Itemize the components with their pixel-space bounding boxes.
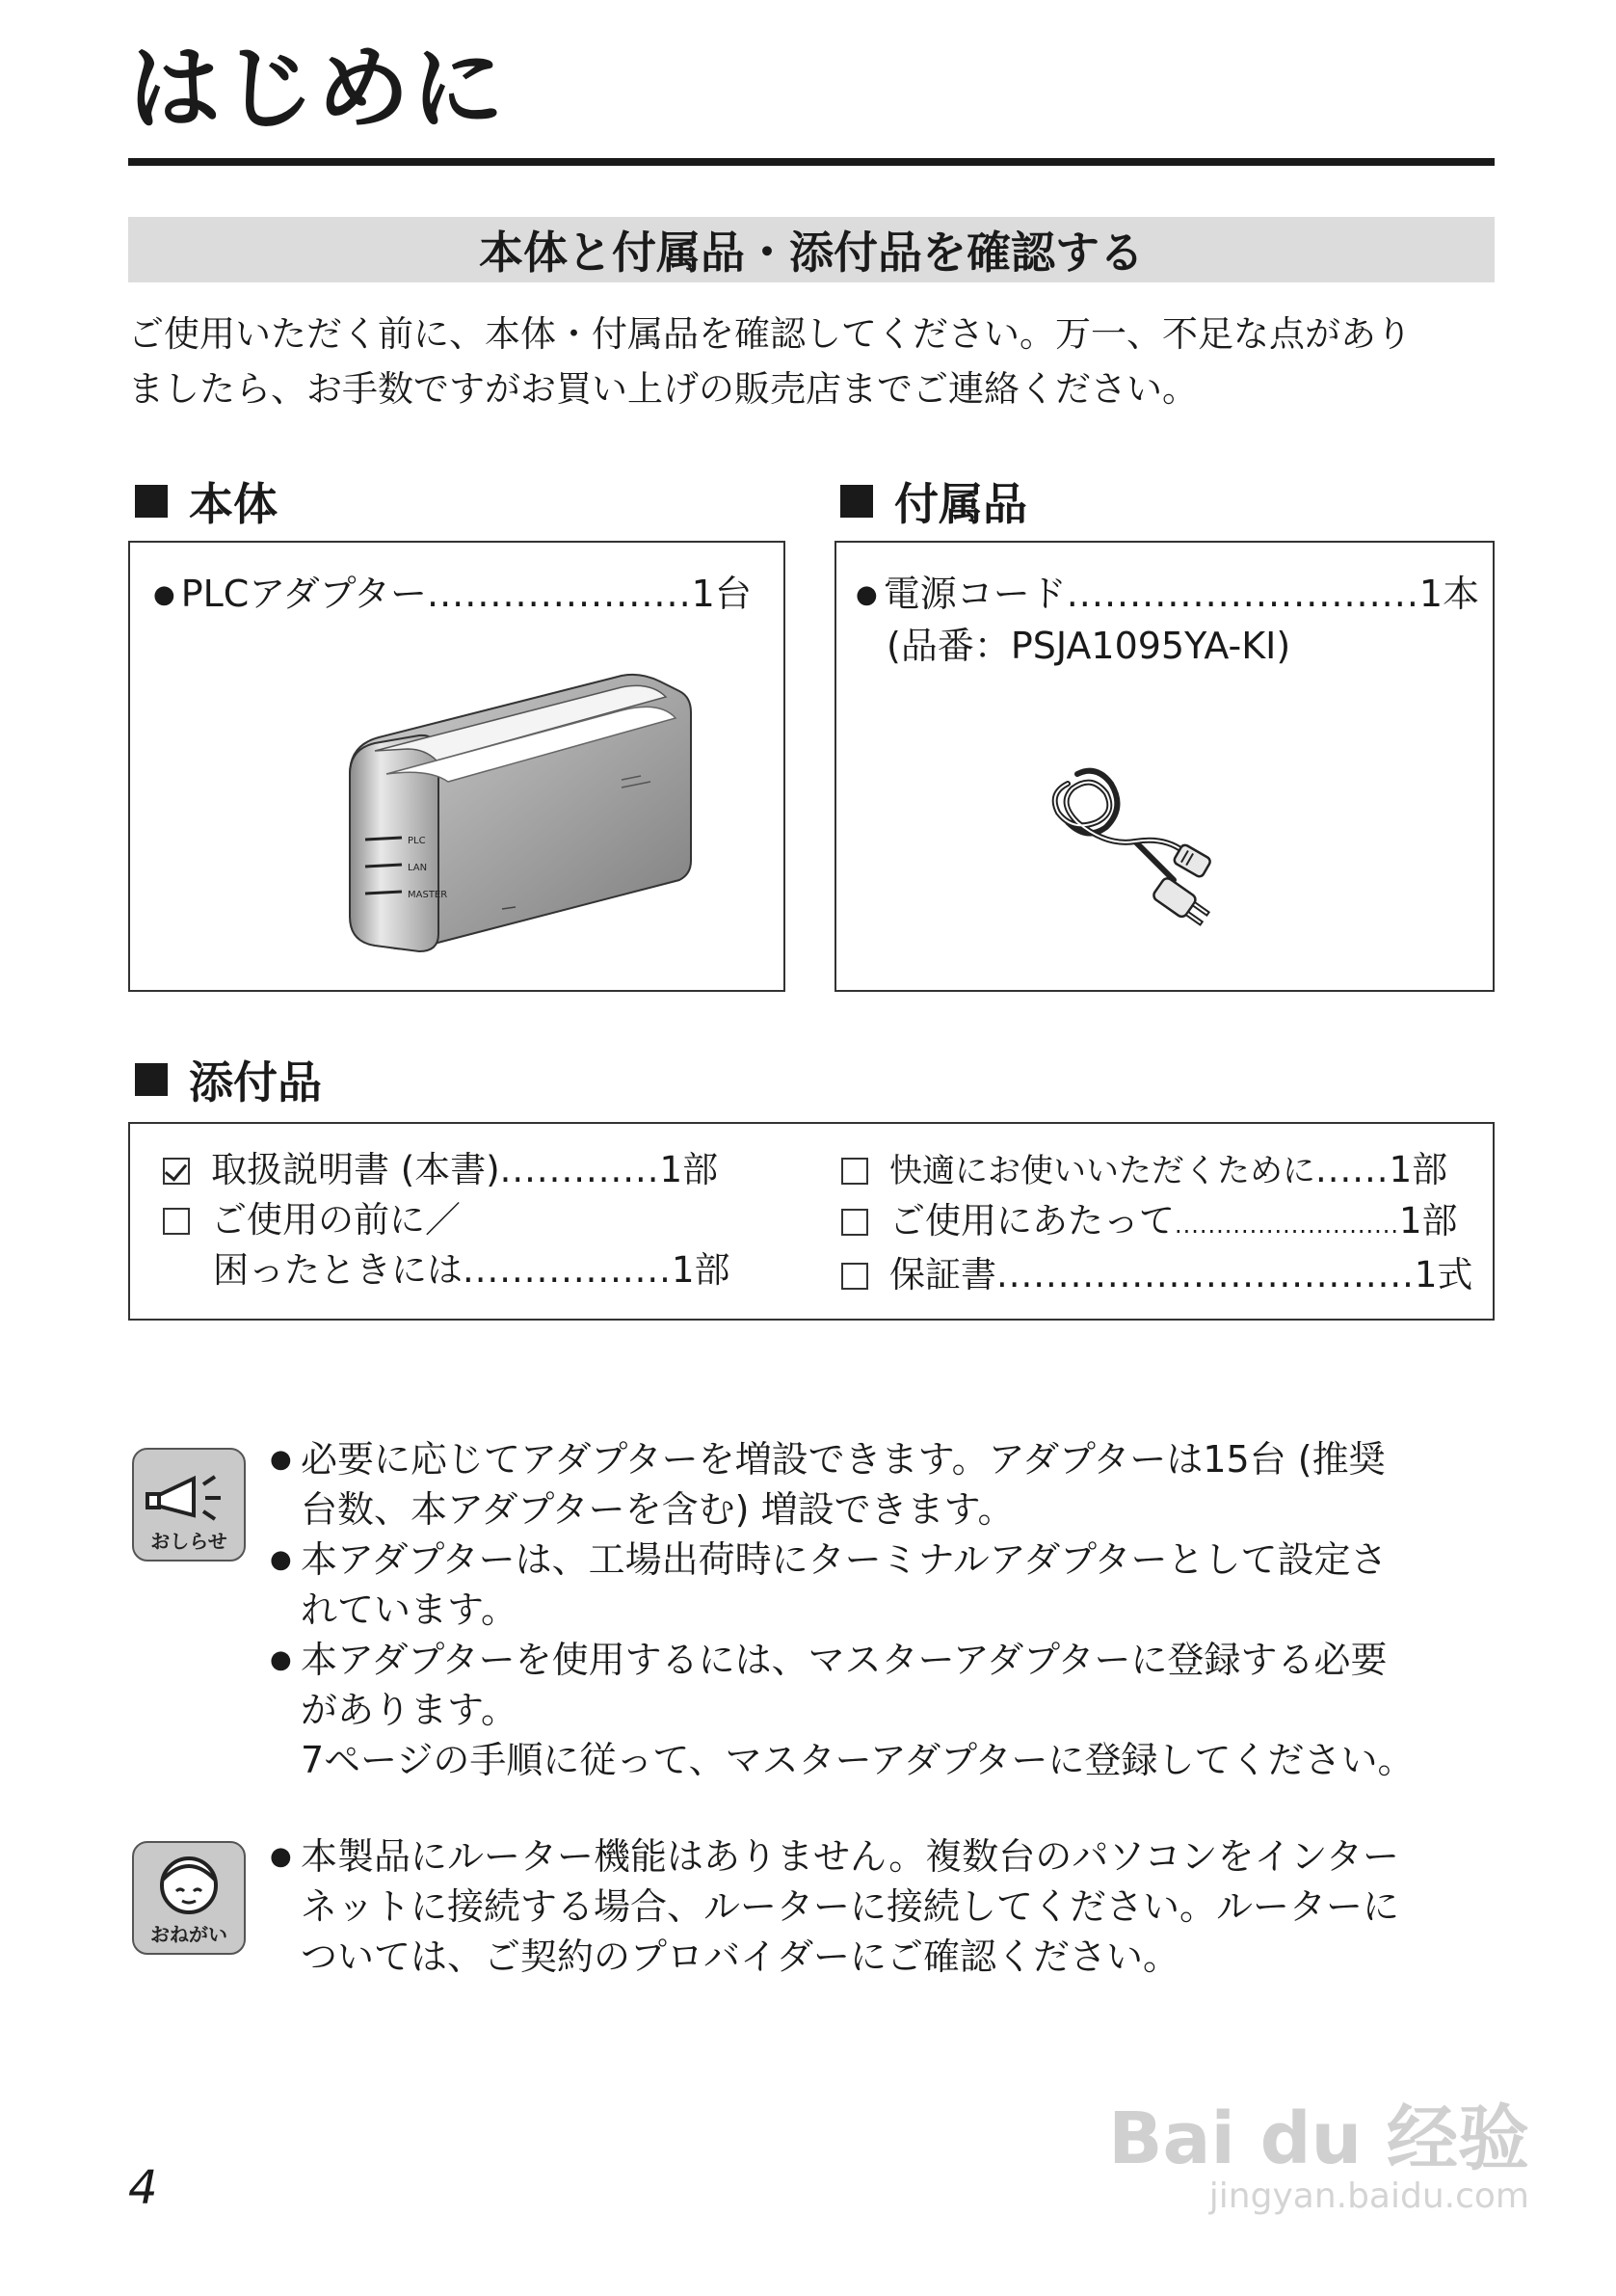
enclosure-item-name: 困ったときには — [213, 1249, 463, 1291]
main-unit-heading-text: 本体 — [189, 478, 278, 530]
bullet-icon: ● — [856, 580, 878, 609]
enclosure-item-name: ご使用にあたって — [889, 1200, 1175, 1241]
enclosure-item-name: 保証書 — [889, 1254, 996, 1295]
accessories-heading — [840, 469, 1027, 533]
enclosure-item-name: ご使用の前に／ — [211, 1199, 461, 1241]
notice-badge — [132, 1448, 246, 1562]
request-line: ● 本製品にルーター機能はありません。複数台のパソコンをインター — [301, 1835, 1400, 1878]
accessories-box — [834, 541, 1495, 992]
notice-line: 7ページの手順に従って、マスターアダプターに登録してください。 — [301, 1739, 1415, 1781]
request-line: ついては、ご契約のプロバイダーにご確認ください。 — [301, 1936, 1180, 1978]
leader-dots: ............. — [499, 1149, 660, 1190]
checkbox-icon — [163, 1208, 190, 1235]
leader-dots: ..................... — [427, 573, 692, 615]
watermark-logo: Bai du 经验 — [1108, 2097, 1529, 2180]
square-bullet-icon — [840, 485, 873, 518]
section-heading-text: 本体と付属品・添付品を確認する — [479, 227, 1144, 279]
square-bullet-icon — [135, 485, 168, 518]
notice-item — [270, 1434, 1513, 1535]
device-label-master: MASTER — [408, 890, 448, 900]
intro-line: ましたら、お手数ですがお買い上げの販売店までご連絡ください。 — [128, 368, 1198, 410]
enclosure-item — [163, 1145, 730, 1195]
notice-line: ● 必要に応じてアダプターを増設できます。アダプターは15台 (推奨 — [301, 1438, 1386, 1481]
enclosure-item-qty: 1部 — [671, 1249, 730, 1291]
notice-line: ● 本アダプターは、工場出荷時にターミナルアダプターとして設定さ — [301, 1538, 1388, 1581]
leader-dots: .................................. — [996, 1254, 1415, 1295]
power-cord-illustration — [1039, 755, 1260, 928]
enclosure-item — [841, 1145, 1472, 1196]
section-heading — [128, 217, 1495, 282]
notice-list — [270, 1434, 1513, 1785]
accessory-item-qty: 1本 — [1418, 573, 1480, 615]
main-unit-item — [153, 568, 752, 621]
megaphone-icon — [134, 1450, 244, 1536]
page-title: はじめに — [128, 35, 506, 143]
device-label-plc: PLC — [408, 836, 426, 846]
checkbox-icon — [841, 1209, 868, 1236]
square-bullet-icon — [135, 1063, 168, 1096]
watermark-url: jingyan.baidu.com — [1208, 2176, 1529, 2216]
main-unit-heading — [135, 469, 278, 533]
enclosure-item — [841, 1250, 1472, 1300]
request-list — [270, 1831, 1513, 1982]
leader-dots: ................. — [463, 1249, 672, 1291]
request-item — [270, 1831, 1513, 1982]
notice-line: れています。 — [301, 1589, 517, 1631]
accessories-heading-text: 付属品 — [894, 478, 1027, 530]
enclosure-item-qty: 1式 — [1414, 1254, 1473, 1295]
checked-box-icon — [163, 1158, 190, 1185]
leader-dots: ............................ — [1066, 573, 1419, 615]
bowing-person-icon — [134, 1843, 244, 1930]
enclosures-left-column — [163, 1145, 730, 1295]
notice-line: ● 本アダプターを使用するには、マスターアダプターに登録する必要 — [301, 1639, 1388, 1681]
notice-item — [270, 1535, 1513, 1635]
enclosure-item — [163, 1195, 730, 1245]
request-line: ネットに接続する場合、ルーターに接続してください。ルーターに — [301, 1885, 1400, 1928]
enclosures-box — [128, 1122, 1495, 1321]
enclosure-item-name: 取扱説明書 (本書) — [211, 1149, 500, 1190]
checkbox-icon — [841, 1158, 868, 1185]
device-label-lan: LAN — [408, 863, 428, 873]
enclosure-item — [841, 1196, 1472, 1250]
request-badge-label: おねがい — [150, 1923, 227, 1946]
enclosure-item-qty: 1部 — [1389, 1149, 1448, 1190]
bullet-icon: ● — [153, 580, 175, 609]
plc-adapter-illustration — [332, 668, 737, 957]
leader-dots: ...... — [1315, 1149, 1390, 1190]
intro-paragraph — [128, 307, 1506, 416]
enclosure-item-name: 快適にお使いいただくために — [889, 1152, 1315, 1190]
title-rule — [128, 158, 1495, 166]
accessory-part-number: (品番：PSJA1095YA-KI) — [887, 625, 1291, 667]
page-number: 4 — [128, 2161, 158, 2215]
enclosure-item-continuation — [163, 1245, 730, 1295]
notice-line: があります。 — [301, 1689, 517, 1731]
checkbox-icon — [841, 1263, 868, 1290]
enclosures-right-column — [841, 1145, 1472, 1300]
main-unit-item-name: PLCアダプター — [180, 573, 427, 615]
enclosure-item-qty: 1部 — [659, 1149, 719, 1190]
leader-dots: ........................... — [1175, 1212, 1399, 1239]
main-unit-item-qty: 1台 — [691, 573, 752, 615]
enclosures-heading — [135, 1048, 322, 1111]
enclosures-heading-text: 添付品 — [189, 1056, 322, 1108]
notice-item — [270, 1635, 1513, 1785]
notice-line: 台数、本アダプターを含む) 増設できます。 — [301, 1488, 1015, 1531]
accessory-item — [856, 568, 1479, 621]
intro-line: ご使用いただく前に、本体・付属品を確認してください。万一、不足な点があり — [128, 313, 1412, 355]
enclosure-item-qty: 1部 — [1398, 1200, 1458, 1241]
accessory-item-name: 電源コード — [883, 573, 1067, 615]
main-unit-box — [128, 541, 785, 992]
request-badge — [132, 1841, 246, 1955]
notice-badge-label: おしらせ — [150, 1530, 227, 1553]
